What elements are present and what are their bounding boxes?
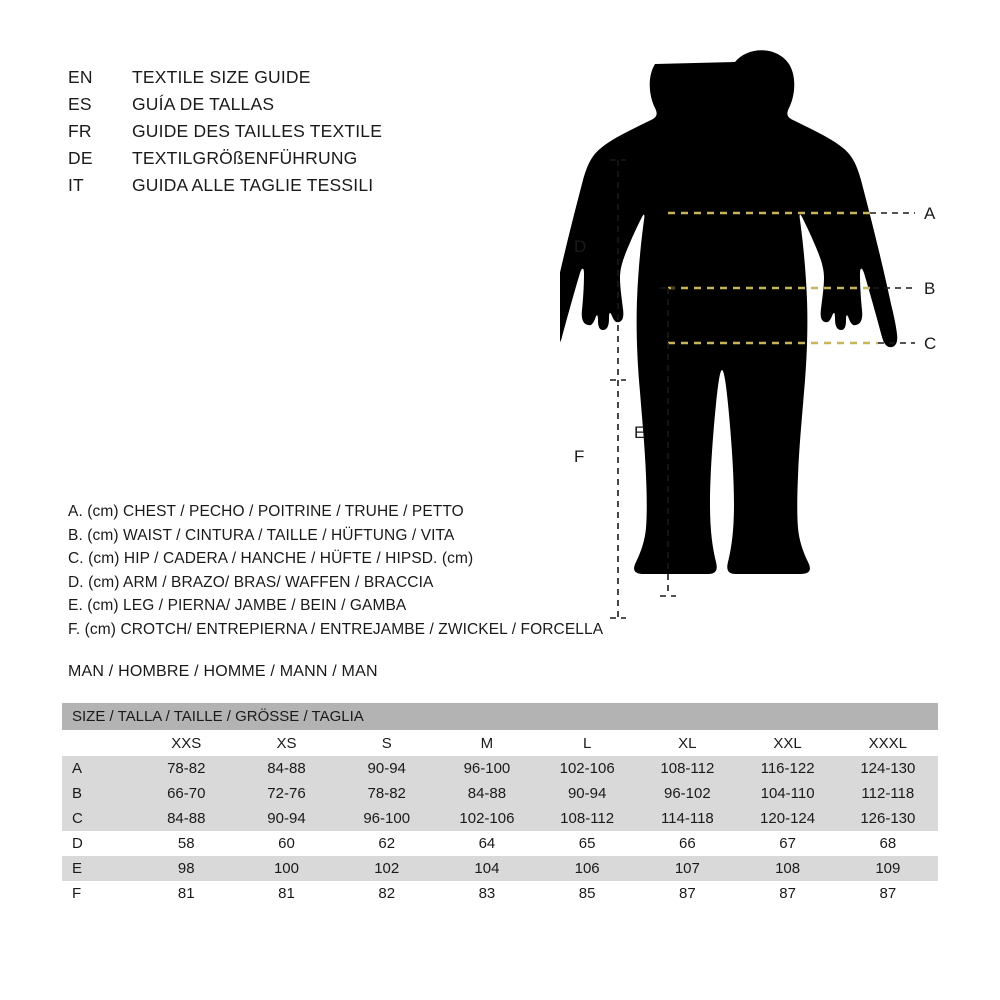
table-header-label: SIZE / TALLA / TAILLE / GRÖSSE / TAGLIA [62, 703, 938, 730]
cell-a-xxl: 116-122 [737, 756, 837, 781]
language-code-it: IT [68, 175, 84, 195]
label-f: F [574, 447, 585, 466]
col-s: S [337, 730, 437, 756]
cell-d-xl: 66 [637, 831, 737, 856]
title-language-block [68, 64, 382, 199]
cell-e-xs: 100 [236, 856, 336, 881]
title-text-it: GUIDA ALLE TAGLIE TESSILI [132, 175, 374, 195]
cell-a-s: 90-94 [337, 756, 437, 781]
cell-f-s: 82 [337, 881, 437, 906]
language-code-fr: FR [68, 121, 92, 141]
cell-c-xs: 90-94 [236, 806, 336, 831]
title-text-de: TEXTILGRÖßENFÜHRUNG [132, 148, 358, 168]
title-row-es [68, 91, 382, 118]
cell-d-s: 62 [337, 831, 437, 856]
col-xl: XL [637, 730, 737, 756]
row-label-f: F [62, 881, 136, 906]
cell-b-l: 90-94 [537, 781, 637, 806]
table-row [62, 756, 938, 781]
title-row-en [68, 64, 382, 91]
col-empty [62, 730, 136, 756]
gender-label: MAN / HOMBRE / HOMME / MANN / MAN [68, 663, 378, 680]
table-row [62, 881, 938, 906]
cell-c-l: 108-112 [537, 806, 637, 831]
male-silhouette [560, 50, 897, 574]
legend-line-e: E. (cm) LEG / PIERNA/ JAMBE / BEIN / GAMBA [68, 597, 407, 614]
body-diagram [560, 40, 980, 680]
cell-d-xxl: 67 [737, 831, 837, 856]
legend-line-a: A. (cm) CHEST / PECHO / POITRINE / TRUHE / PETTO [68, 503, 464, 520]
cell-a-xl: 108-112 [637, 756, 737, 781]
title-row-fr [68, 118, 382, 145]
cell-b-xxxl: 112-118 [838, 781, 938, 806]
cell-c-xxl: 120-124 [737, 806, 837, 831]
col-xxl: XXL [737, 730, 837, 756]
cell-c-xxxl: 126-130 [838, 806, 938, 831]
title-text-es: GUÍA DE TALLAS [132, 94, 275, 114]
cell-f-m: 83 [437, 881, 537, 906]
cell-c-m: 102-106 [437, 806, 537, 831]
legend-line-c: C. (cm) HIP / CADERA / HANCHE / HÜFTE / HIPSD. (cm) [68, 550, 474, 567]
cell-e-xxs: 98 [136, 856, 236, 881]
cell-b-m: 84-88 [437, 781, 537, 806]
cell-b-xxl: 104-110 [737, 781, 837, 806]
cell-a-xxxl: 124-130 [838, 756, 938, 781]
cell-e-xxxl: 109 [838, 856, 938, 881]
language-code-es: ES [68, 94, 92, 114]
cell-e-m: 104 [437, 856, 537, 881]
size-table-wrap [62, 703, 938, 906]
legend-line-d: D. (cm) ARM / BRAZO/ BRAS/ WAFFEN / BRACCIA [68, 573, 434, 591]
cell-f-xxl: 87 [737, 881, 837, 906]
label-c: C [924, 334, 937, 353]
col-l: L [537, 730, 637, 756]
cell-d-m: 64 [437, 831, 537, 856]
cell-a-xs: 84-88 [236, 756, 336, 781]
cell-f-xs: 81 [236, 881, 336, 906]
row-label-b: B [62, 781, 136, 806]
legend-line-f: F. (cm) CROTCH/ ENTREPIERNA / ENTREJAMBE / ZWICKEL / FORCELLA [68, 620, 604, 638]
cell-a-m: 96-100 [437, 756, 537, 781]
col-xxs: XXS [136, 730, 236, 756]
title-text-en: TEXTILE SIZE GUIDE [132, 67, 311, 87]
measurement-legend [68, 500, 603, 641]
cell-e-xxl: 108 [737, 856, 837, 881]
table-row [62, 831, 938, 856]
cell-c-xl: 114-118 [637, 806, 737, 831]
row-label-a: A [62, 756, 136, 781]
table-row [62, 781, 938, 806]
title-text-fr: GUIDE DES TAILLES TEXTILE [132, 121, 383, 141]
cell-d-xxs: 58 [136, 831, 236, 856]
cell-d-l: 65 [537, 831, 637, 856]
cell-b-xxs: 66-70 [136, 781, 236, 806]
cell-e-xl: 107 [637, 856, 737, 881]
row-label-e: E [62, 856, 136, 881]
table-row [62, 856, 938, 881]
label-e: E [634, 423, 646, 442]
cell-c-xxs: 84-88 [136, 806, 236, 831]
cell-c-s: 96-100 [337, 806, 437, 831]
label-b: B [924, 279, 936, 298]
cell-e-l: 106 [537, 856, 637, 881]
col-xxxl: XXXL [838, 730, 938, 756]
row-label-c: C [62, 806, 136, 831]
cell-f-xxs: 81 [136, 881, 236, 906]
cell-b-s: 78-82 [337, 781, 437, 806]
cell-a-l: 102-106 [537, 756, 637, 781]
table-column-row [62, 730, 938, 756]
label-a: A [924, 204, 936, 223]
col-xs: XS [236, 730, 336, 756]
language-code-en: EN [68, 67, 93, 87]
cell-b-xl: 96-102 [637, 781, 737, 806]
col-m: M [437, 730, 537, 756]
cell-d-xs: 60 [236, 831, 336, 856]
table-row [62, 806, 938, 831]
language-code-de: DE [68, 148, 93, 168]
row-label-d: D [62, 831, 136, 856]
title-row-it [68, 172, 382, 199]
legend-line-b: B. (cm) WAIST / CINTURA / TAILLE / HÜFTUNG / VITA [68, 526, 455, 544]
size-table [62, 703, 938, 906]
table-header-row [62, 703, 938, 730]
cell-d-xxxl: 68 [838, 831, 938, 856]
cell-b-xs: 72-76 [236, 781, 336, 806]
label-d: D [574, 237, 587, 256]
cell-a-xxs: 78-82 [136, 756, 236, 781]
cell-f-xxxl: 87 [838, 881, 938, 906]
cell-e-s: 102 [337, 856, 437, 881]
cell-f-xl: 87 [637, 881, 737, 906]
cell-f-l: 85 [537, 881, 637, 906]
title-row-de [68, 145, 382, 172]
